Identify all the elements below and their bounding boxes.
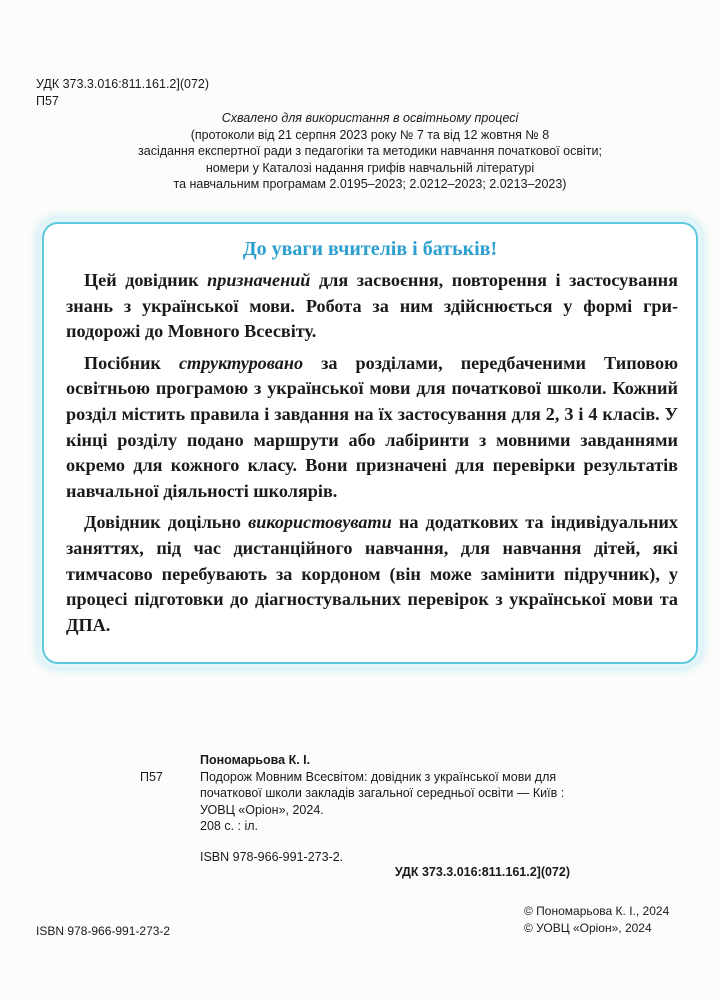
approval-line: номери у Каталозі надання грифів навчальній літературі: [205, 160, 535, 175]
notice-title: До уваги вчителів і батьків!: [242, 238, 498, 260]
catalog-code: П57: [140, 769, 163, 784]
catalog-isbn: ISBN 978-966-991-273-2.: [200, 849, 344, 864]
emphasis: призначений: [207, 270, 311, 290]
catalog-entry: [140, 752, 592, 865]
text-run: Довідник доцільно: [84, 512, 249, 533]
catalog-author: Пономарьова К. І.: [200, 753, 311, 767]
text-run: для засвоєння, повторення і застосування знань з української мови. Робота за ним здійснюється у формі гри-подорожі до Мовного Всесвіту.: [66, 270, 678, 342]
catalog-description: Подорож Мовним Всесвітом: довідник з української мови для початкової школи закладів загальної середньої освіти — Київ : УОВЦ «Оріон», 2024.: [200, 769, 565, 817]
approval-line: засідання експертної ради з педагогіки та методики навчання початкової освіти;: [138, 144, 602, 158]
copyright-block: [524, 903, 669, 936]
emphasis: використовувати: [248, 512, 392, 533]
udk-line: УДК 373.3.016:811.161.2](072): [36, 77, 210, 91]
notice-body: [66, 268, 678, 644]
catalog-pages: 208 с. : іл.: [200, 819, 259, 833]
text-run: за розділами, передбаченими Типовою освітньою програмою з української мови для початкової школи. Кожний розділ містить правила і завдання на їх застосування для 2, 3 і 4 класів. У кінці розділу подано маршрути або лабіринти з мовними завданнями окремо для кожного класу. Вони призначені для перевірки результатів навчальної діяльності школярів.: [66, 352, 678, 501]
text-run: Цей довідник: [84, 270, 208, 290]
approval-line: та навчальним програмам 2.0195–2023; 2.0212–2023; 2.0213–2023): [173, 177, 567, 191]
notice-paragraph: [66, 351, 678, 505]
text-run: на додаткових та індивідуальних заняттях, під час дистанційного навчання, для навчання дітей, які тимчасово перебувають за кордоном (він може замінити підручник), у процесі підготовки до діагностувальних перевірок з української мови та ДПА.: [66, 512, 678, 635]
copyright-line: © УОВЦ «Оріон», 2024: [524, 920, 652, 935]
emphasis: структуровано: [178, 352, 304, 373]
approval-lead: Схвалено для використання в освітньому процесі: [221, 111, 519, 125]
catalog-udk: УДК 373.3.016:811.161.2](072): [394, 865, 570, 879]
notice-box: [42, 222, 698, 664]
isbn-footer: ISBN 978-966-991-273-2: [36, 924, 171, 938]
approval-statement: [110, 110, 630, 193]
copyright-line: © Пономарьова К. І., 2024: [524, 904, 670, 918]
text-run: Посібник: [84, 352, 179, 373]
notice-paragraph: [66, 510, 678, 638]
author-code: П57: [36, 94, 59, 108]
approval-line: (протоколи від 21 серпня 2023 року № 7 та від 12 жовтня № 8: [190, 127, 550, 142]
notice-paragraph: [66, 268, 678, 345]
udk-block: [36, 76, 209, 110]
